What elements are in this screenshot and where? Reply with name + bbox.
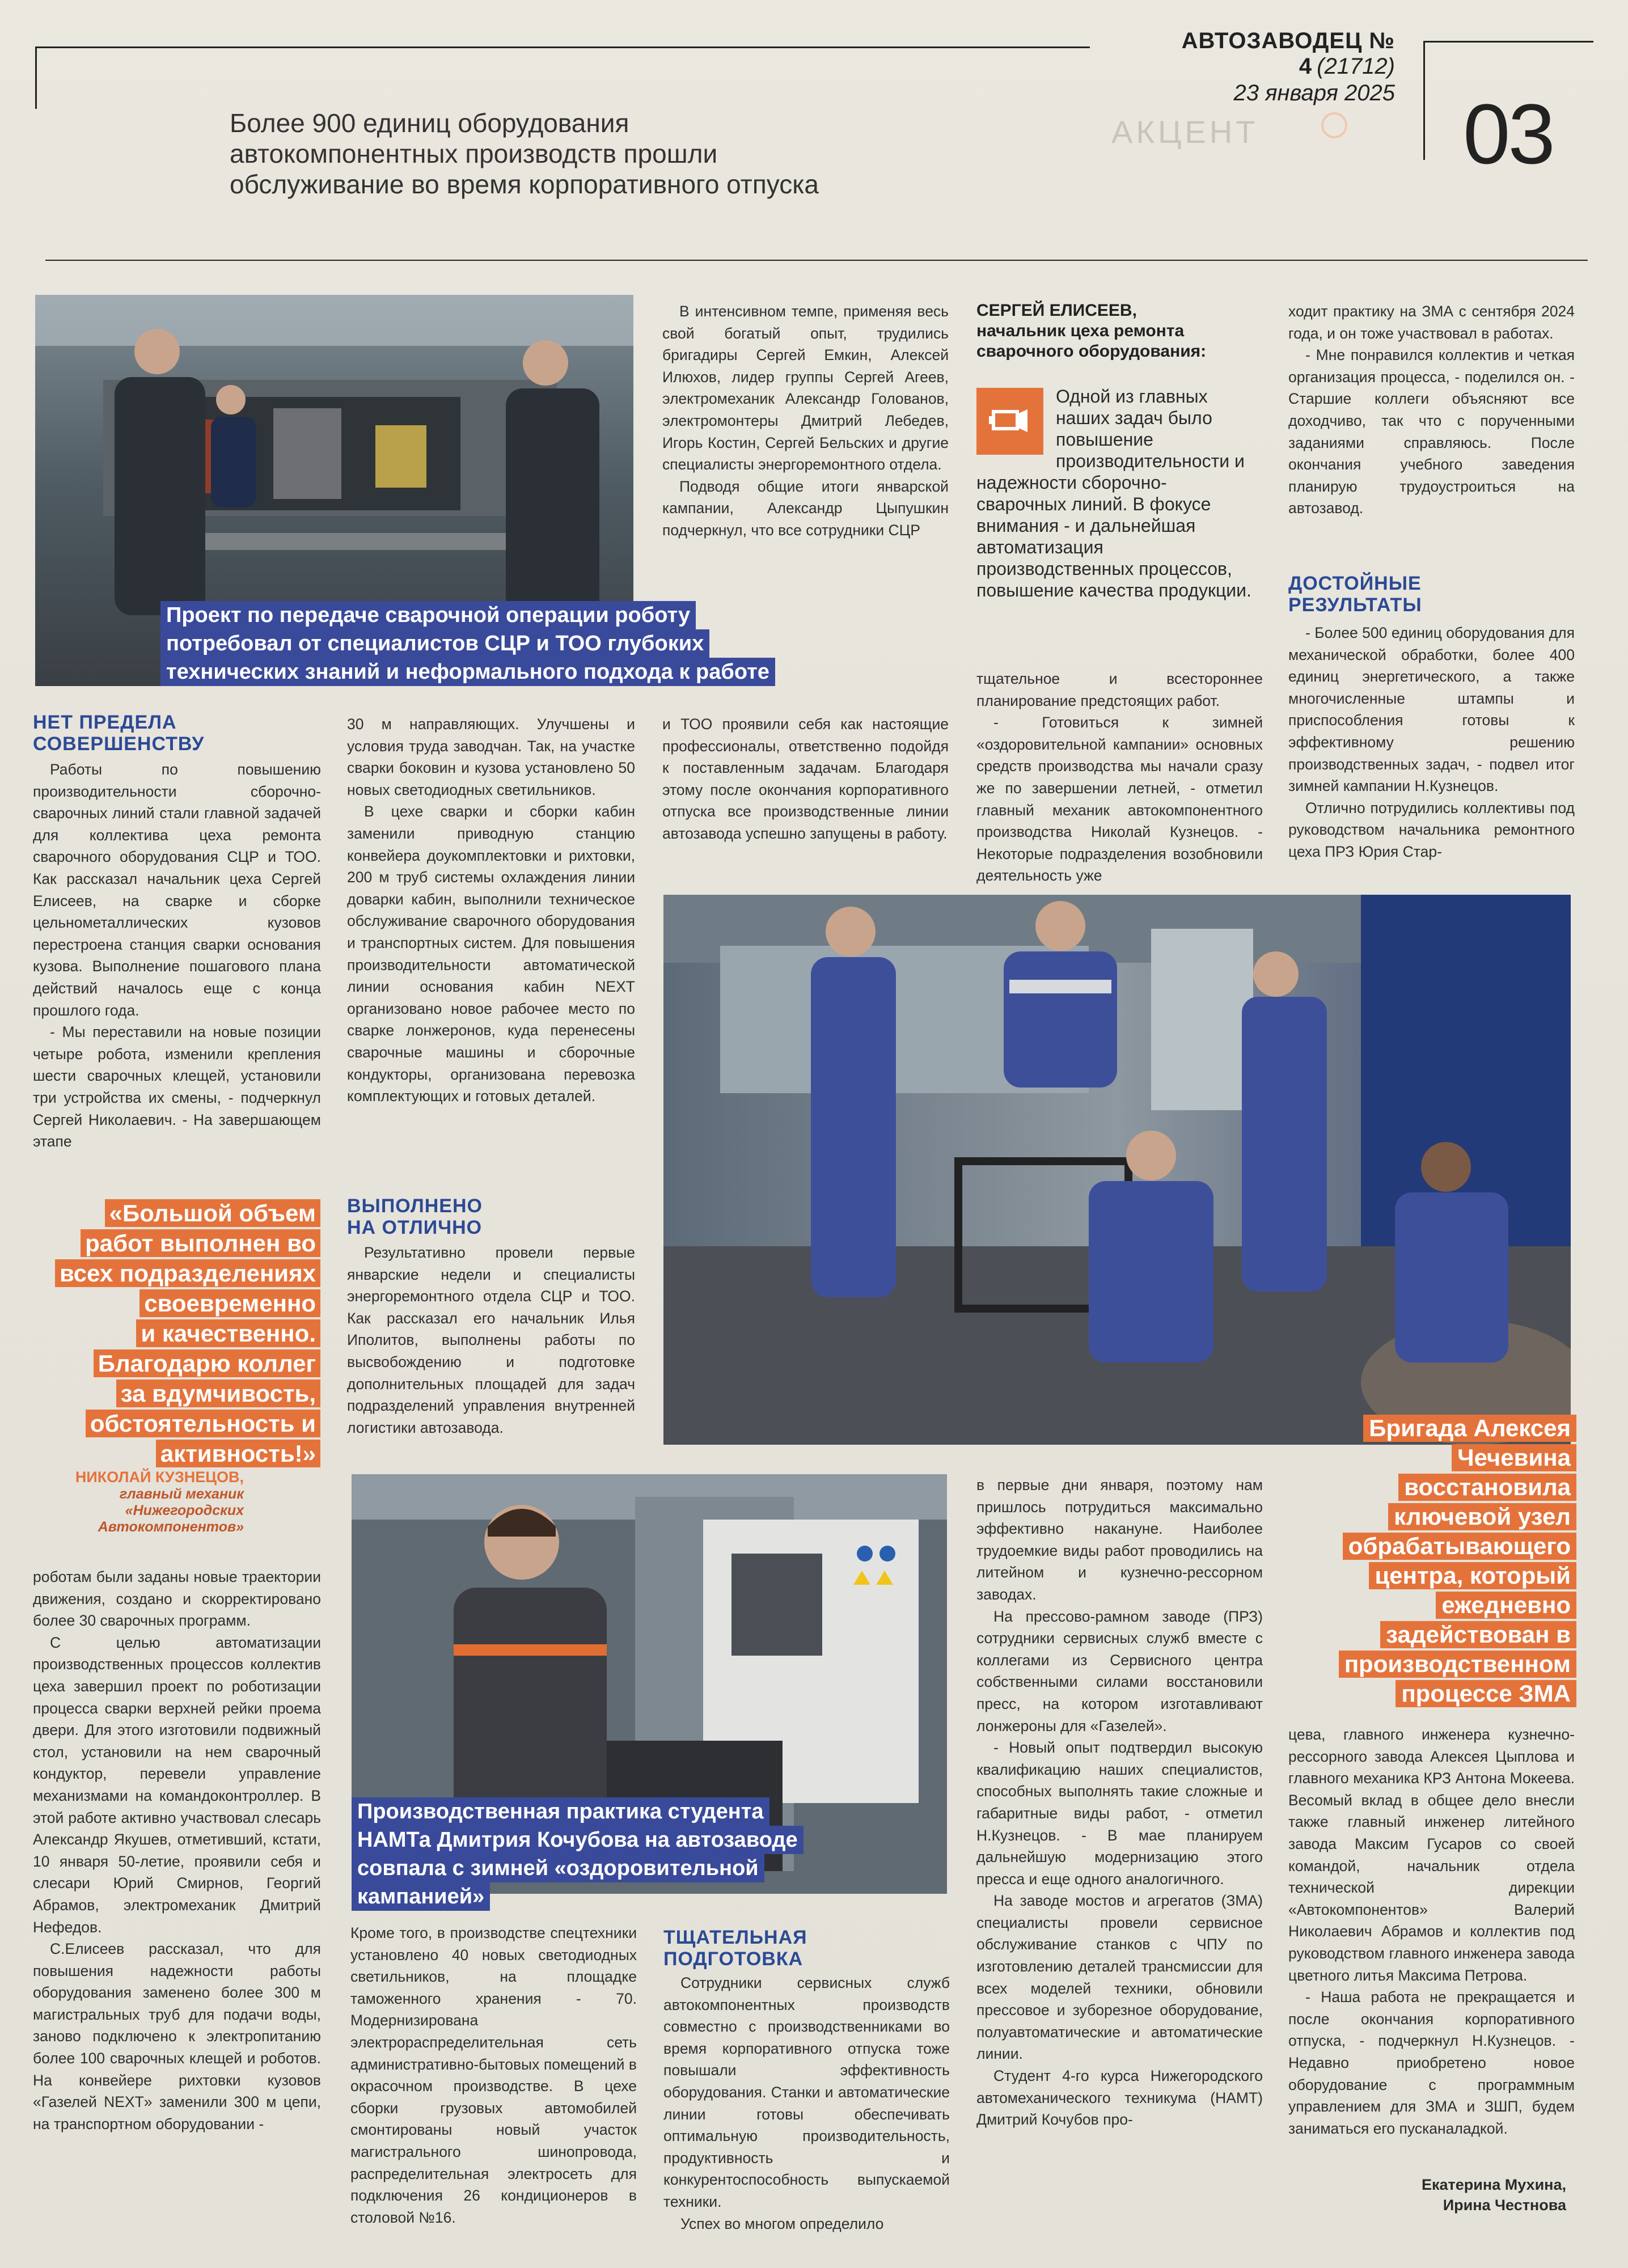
caption-line: Проект по передаче сварочной операции роботу <box>160 601 696 629</box>
column-3-bottom <box>663 1972 950 2235</box>
paragraph: На прессово-рамном заводе (ПРЗ) сотрудники сервисных служб вместе с коллегами из Сервисного центра собственными силами восстановили пресс, на котором изготавливают лонжероны для «Газелей». <box>976 1607 1263 1734</box>
masthead-paper: АВТОЗАВОДЕЦ № 4 <box>1181 28 1395 79</box>
paragraph: В интенсивном темпе, применяя весь свой богатый опыт, трудились бригадиры Сергей Емкин, Алексей Илюхов, лидер группы Сергей Агеев, электромеханик Александр Голованов, электромонтеры Дмитрий Лебедев, Игорь Костин, Сергей Бельских и другие специалисты энергоремонтного отдела. <box>662 303 949 473</box>
masthead-date: 23 января 2025 <box>1233 81 1395 105</box>
lead-speaker <box>976 301 1271 362</box>
caption-line: Чечевина <box>1452 1444 1576 1471</box>
quote-author-role: «Нижегородских <box>125 1503 244 1518</box>
photo-brigade <box>663 895 1571 1445</box>
paragraph: На заводе мостов и агрегатов (ЗМА) специалисты провели сервисное обслуживание станков с ЧПУ по изготовлению деталей трансмиссии для всех моделей техники, обновили прессовое и зуборезное оборудование, полуавтоматические и автоматические линии. <box>976 1892 1263 2063</box>
rubric-mark-icon <box>1321 112 1347 138</box>
paragraph: С.Елисеев рассказал, что для повышения надежности работы оборудования заменено более 300 м магистральных труб для подачи воды, заново подключено к электропитанию более 100 сварочных клещей и роботов. На конвейере рихтовки кузовов «Газелей NEXT» заменили 300 м цепи, на транспортном оборудовании - <box>33 1940 321 2132</box>
column-5-mid <box>1288 622 1575 863</box>
quote-author <box>34 1469 244 1535</box>
paragraph: - Мне понравился коллектив и четкая организация процесса, - поделился он. - Старшие коллеги объясняют все доходчиво, так что с порученными заданиями справляюсь. После окончания учебного заведения планирую трудоустроиться на автозавод. <box>1288 346 1575 517</box>
byline-author: Ирина Честнова <box>1443 2197 1566 2214</box>
paragraph: - Готовиться к зимней «оздоровительной кампании» основных средств производства мы начали сразу же по завершении летней, - отметил главный механик автокомпонентного производства Николай Кузнецов. - Некоторые подразделения возобновили деятельность уже <box>976 714 1263 885</box>
masthead-issue: (21712) <box>1317 54 1395 79</box>
paragraph: - Новый опыт подтвердил высокую квалификацию наших специалистов, способных выполнять такие сложные и габаритные виды работ, - отметил Н.Кузнецов. - В мае планируем дальнейшую модернизацию этого пресса и еще одного аналогичного. <box>976 1739 1263 1888</box>
caption-line: ключевой узел <box>1388 1503 1576 1530</box>
column-3-mid <box>662 713 949 845</box>
header-frame-top <box>35 46 1090 48</box>
page-number: 03 <box>1463 86 1553 181</box>
header-rule <box>45 260 1588 261</box>
headline-line: обслуживание во время корпоративного отпуска <box>230 170 819 199</box>
caption-line: центра, который <box>1369 1562 1576 1589</box>
subhead-excellent <box>347 1195 635 1238</box>
quote-line: за вдумчивость, <box>116 1380 320 1407</box>
paragraph: цева, главного инженера кузнечно-рессорного завода Алексея Цыплова и главного механика КРЗ Антона Мокеева. Весомый вклад в общее дело внесли также главный инженер литейного завода Максим Гусаров со своей командой, начальник отдела технической дирекции «Автокомпонентов» Валерий Николаевич Абрамов и коллектив под руководством главного инженера завода цветного литья Максима Петрова. <box>1288 1726 1575 1984</box>
masthead <box>1089 28 1395 106</box>
byline <box>1288 2174 1566 2215</box>
quote-author-role: Автокомпонентов» <box>98 1519 244 1535</box>
column-3-top <box>662 301 949 541</box>
caption-line: ежедневно <box>1436 1592 1576 1619</box>
column-2-bottom <box>350 1922 637 2228</box>
subhead-no-limit <box>33 712 328 755</box>
quote-line: обстоятельность и <box>86 1410 320 1437</box>
caption-line: технических знаний и неформального подхода к работе <box>160 658 775 686</box>
quote-line: работ выполнен во <box>81 1229 320 1257</box>
caption-line: потребовал от специалистов СЦР и ТОО глубоких <box>160 629 709 658</box>
lead-speaker-line: СЕРГЕЙ ЕЛИСЕЕВ, <box>976 301 1137 320</box>
paragraph: Кроме того, в производстве спецтехники установлено 40 новых светодиодных светильников, на площадке таможенного хранения - 70. Модернизирована электрораспределительная сеть административно-бытовых помещений в окрасочном производстве. В цехе сборки грузовых автомобилей смонтированы новый участок магистрального шинопровода, распределительная электросеть для подключения 26 кондиционеров в столовой №16. <box>350 1924 637 2226</box>
quote-line: «Большой объем <box>105 1199 320 1227</box>
subhead-line: НА ОТЛИЧНО <box>347 1217 483 1238</box>
subhead-results <box>1288 573 1575 616</box>
quote-line: активность!» <box>156 1440 320 1467</box>
paragraph: - Более 500 единиц оборудования для механической обработки, более 400 единиц энергетического, а также многочисленные штампы и приспособления готовы к эффективному решению производственных задач, - подвел итог зимней кампании Н.Кузнецов. <box>1288 624 1575 795</box>
pull-quote <box>34 1199 320 1470</box>
headline-line: автокомпонентных производств прошли <box>230 139 718 168</box>
lead-speaker-line: начальник цеха ремонта <box>976 321 1185 340</box>
paragraph: Подводя общие итоги январской кампании, Александр Цыпушкин подчеркнул, что все сотрудники СЦР <box>662 477 949 539</box>
caption-line: производственном <box>1339 1651 1576 1678</box>
quote-tail-icon <box>298 1440 310 1457</box>
paragraph: Работы по повышению производительности сборочно-сварочных линий стали главной задачей для коллектива цеха ремонта сварочного оборудования СЦР и ТОО. Как рассказал начальник цеха Сергей Елисеев, на сварке и сборке цельнометаллических кузовов перестроена станция сварки основания кузова. Выполнение пошагового плана действий началось еще с конца прошлого года. <box>33 761 321 1019</box>
subhead-line: ВЫПОЛНЕНО <box>347 1195 483 1217</box>
headline <box>230 108 1080 200</box>
photo2-caption <box>1316 1415 1576 1710</box>
column-2-mid <box>347 1242 635 1438</box>
caption-line: совпала с зимней «оздоровительной <box>352 1854 764 1882</box>
column-2-top <box>347 713 635 1107</box>
header-page-divider <box>1423 41 1425 160</box>
paragraph: - Мы переставили на новые позиции четыре робота, изменили крепления шести сварочных клещей, установили три устройства их смены, - подчеркнул Сергей Николаевич. - На завершающем этапе <box>33 1023 321 1150</box>
paragraph: С целью автоматизации производственных процессов коллектив цеха завершил проект по роботизации процесса сварки верхней рейки проема двери. Для этого изготовили подвижный стол, установили на нем сварочный кондуктор, перевели управление механизмами на командоконтроллер. В этой работе активно участвовал слесарь Александр Якушев, отметивший, кстати, 10 января 50-летие, проявили себя и слесари Юрий Смирнов, Георгий Абрамов, электромеханик Дмитрий Нефедов. <box>33 1634 321 1936</box>
subhead-line: РЕЗУЛЬТАТЫ <box>1288 594 1422 616</box>
caption-line: обрабатывающего <box>1343 1533 1576 1560</box>
paragraph: и ТОО проявили себя как настоящие профессионалы, ответственно подойдя к поставленным задачам. Благодаря этому после окончания корпоративного отпуска все производственные линии автозавода успешно запущены в работу. <box>662 716 949 842</box>
subhead-line: ПОДГОТОВКА <box>663 1948 804 1970</box>
caption-line: восстановила <box>1398 1474 1576 1501</box>
paragraph: Отлично потрудились коллективы под руководством начальника ремонтного цеха ПРЗ Юрия Стар- <box>1288 799 1575 860</box>
paragraph: Сотрудники сервисных служб автокомпонентных производств совместно с производственниками во время корпоративного отпуска тоже повышали эффективность оборудования. Станки и автоматические линии готовы обеспечивать оптимальную производительность, продуктивность и конкурентоспособность выпускаемой техники. <box>663 1974 950 2210</box>
paragraph: тщательное и всестороннее планирование предстоящих работ. <box>976 670 1263 709</box>
photo3-caption <box>352 1797 804 1911</box>
photo1-caption <box>160 601 775 686</box>
quote-line: всех подразделениях <box>55 1259 320 1287</box>
caption-line: кампанией» <box>352 1882 490 1911</box>
paragraph: 30 м направляющих. Улучшены и условия труда заводчан. Так, на участке сварки боковин и кузова установлено 50 новых светодиодных светильников. <box>347 716 635 798</box>
rubric-label: АКЦЕНТ <box>1111 114 1259 150</box>
column-4-top <box>976 668 1263 887</box>
lead-quote <box>976 386 1254 601</box>
subhead-preparation <box>663 1927 950 1970</box>
subhead-line: ДОСТОЙНЫЕ <box>1288 573 1422 594</box>
paragraph: В цехе сварки и сборки кабин заменили приводную станцию конвейера доукомплектовки и рихтовки, 200 м труб системы охлаждения линии доварки кабин, выполнили техническое обслуживание сварочного оборудования и транспортных систем. Для повышения производительности автоматической линии основания кабин NEXT организовано новое рабочее место по сварке лонжеронов, куда перенесены сварочные машины и сборочные кондукторы, организована перевозка комплектующих и готовых деталей. <box>347 803 635 1105</box>
headline-line: Более 900 единиц оборудования <box>230 108 629 138</box>
paragraph: Успех во многом определило <box>680 2215 884 2232</box>
caption-line: процессе ЗМА <box>1396 1680 1576 1707</box>
caption-line: задействован в <box>1380 1621 1576 1648</box>
column-5-top <box>1288 301 1575 519</box>
paragraph: ходит практику на ЗМА с сентября 2024 года, и он тоже участвовал в работах. <box>1288 303 1575 342</box>
column-1-bottom <box>33 1566 321 2135</box>
caption-line: НАМТа Дмитрия Кочубова на автозаводе <box>352 1826 804 1854</box>
quote-line: Благодарю коллег <box>94 1349 320 1377</box>
quote-line: своевременно <box>139 1289 320 1317</box>
caption-line: Производственная практика студента <box>352 1797 769 1826</box>
subhead-line: ТЩАТЕЛЬНАЯ <box>663 1927 807 1948</box>
column-1-top <box>33 759 321 1153</box>
caption-line: Бригада Алексея <box>1363 1415 1576 1442</box>
paragraph: в первые дни января, поэтому нам пришлось потрудиться максимально эффективно накануне. Наиболее трудоемкие виды работ проводились на литейном и кузнечно-рессорном заводах. <box>976 1476 1263 1603</box>
lead-speaker-line: сварочного оборудования: <box>976 342 1207 361</box>
paragraph: Студент 4-го курса Нижегородского автомеханического техникума (НАМТ) Дмитрий Кочубов про- <box>976 2067 1263 2129</box>
column-4-bottom <box>976 1474 1263 2131</box>
quote-author-name: НИКОЛАЙ КУЗНЕЦОВ, <box>75 1469 244 1486</box>
paragraph: - Наша работа не прекращается и после окончания корпоративного отпуска, - подчеркнул Н.Кузнецов. - Недавно приобретено новое оборудование с программным управлением для ЗМА и ЗШП, будем заниматься его пусканаладкой. <box>1288 1988 1575 2137</box>
header-frame-left <box>35 46 37 109</box>
header-page-frame <box>1423 41 1593 43</box>
lead-quote-text: Одной из главных наших задач было повышение производительности и надежности сборочно-сварочных линий. В фокусе внимания - и дальнейшая автоматизация производственных процессов, повышение качества продукции. <box>976 386 1251 600</box>
subhead-line: СОВЕРШЕНСТВУ <box>33 733 205 755</box>
subhead-line: НЕТ ПРЕДЕЛА <box>33 712 177 733</box>
byline-author: Екатерина Мухина, <box>1422 2176 1566 2193</box>
paragraph: Результативно провели первые январские недели и специалисты энергоремонтного отдела СЦР и ТОО. Как рассказал его начальник Илья Иполитов, выполнены работы по высвобождению и подготовке дополнительных площадей для задач подразделений управления внутренней логистики автозавода. <box>347 1244 635 1436</box>
column-5-bottom <box>1288 1724 1575 2139</box>
quote-line: и качественно. <box>136 1319 320 1347</box>
quote-author-role: главный механик <box>119 1486 244 1502</box>
paragraph: роботам были заданы новые траектории движения, создано и скорректировано более 30 сварочных программ. <box>33 1568 321 1630</box>
